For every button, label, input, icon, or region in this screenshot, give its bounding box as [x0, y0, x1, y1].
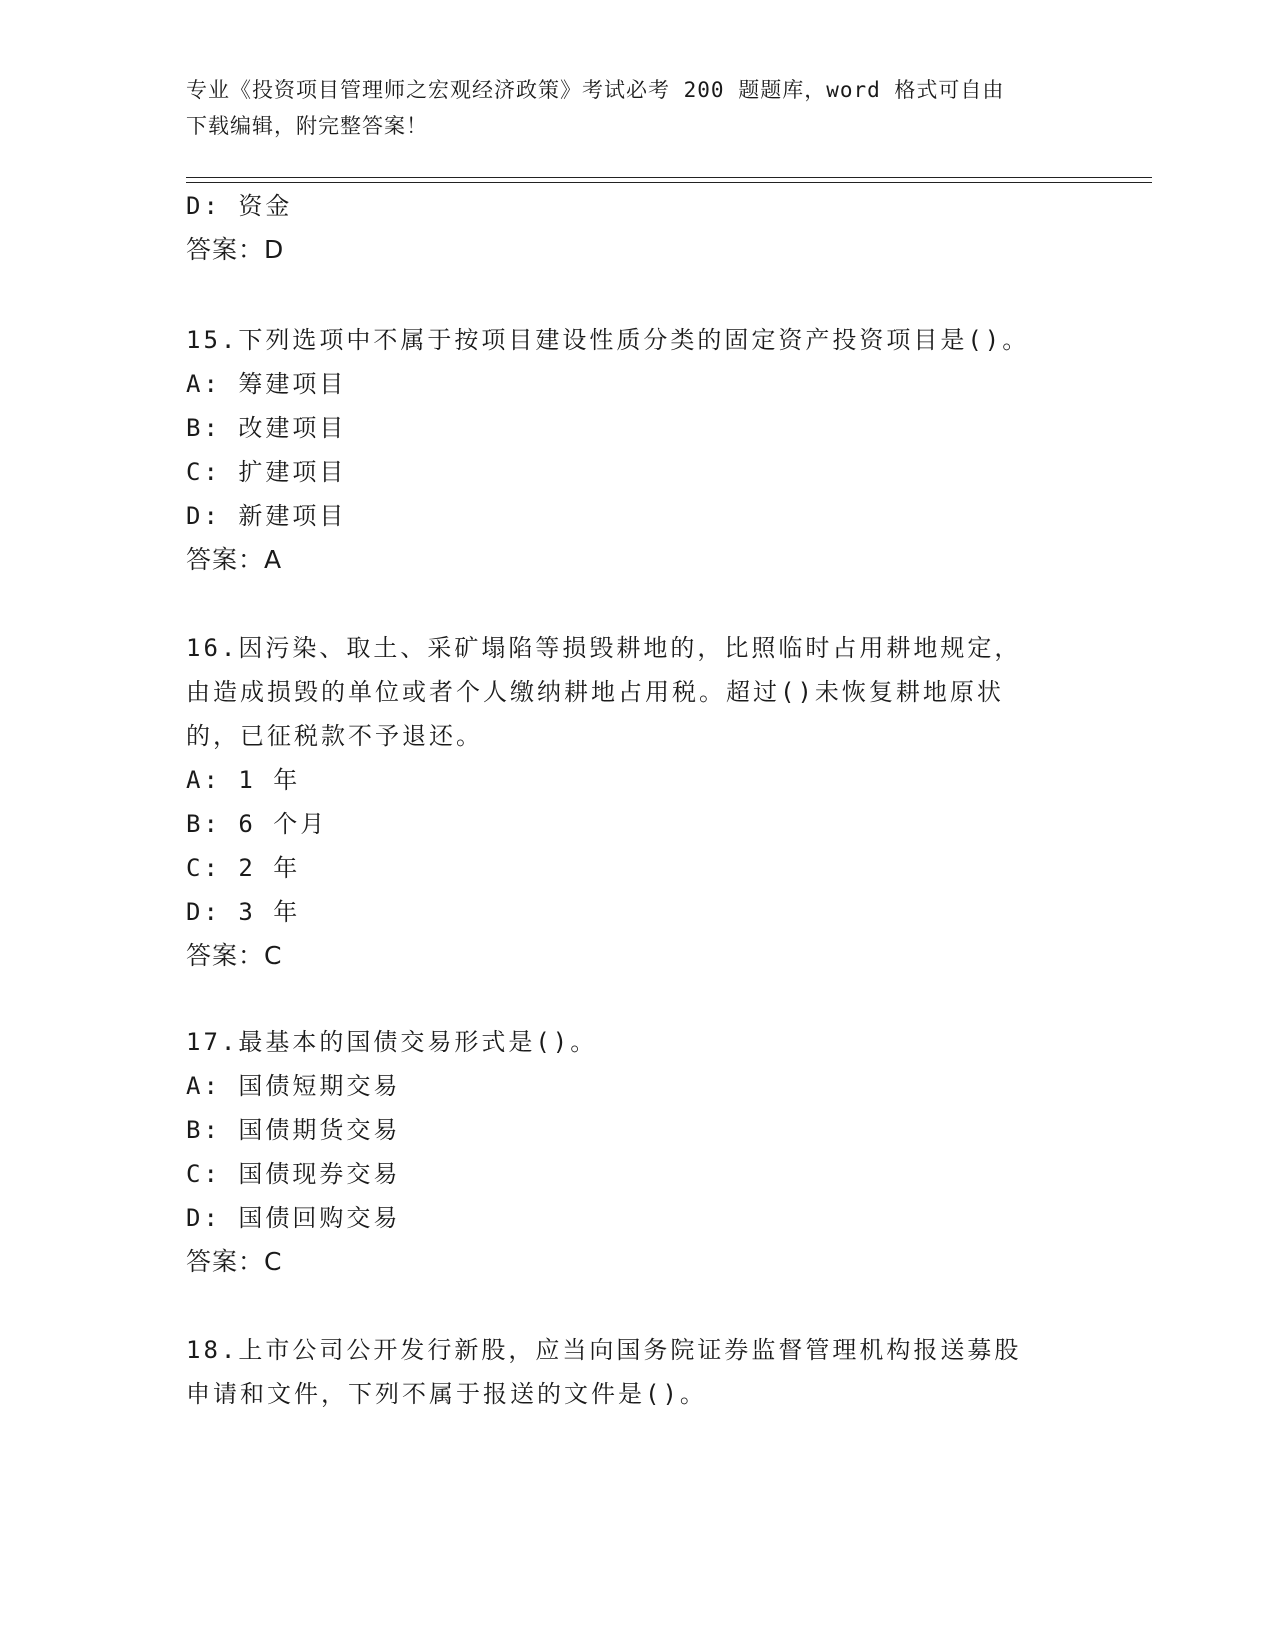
question-17-answer: 答案：C — [186, 1247, 283, 1276]
question-17-option-a: A: 国债短期交易 — [186, 1072, 401, 1100]
question-16-option-d: D: 3 年 — [186, 898, 301, 926]
question-16-stem-line-2: 由造成损毁的单位或者个人缴纳耕地占用税。超过()未恢复耕地原状 — [186, 678, 1004, 706]
question-15-answer: 答案：A — [186, 545, 283, 574]
question-16-option-b: B: 6 个月 — [186, 810, 328, 838]
header-line-1: 专业《投资项目管理师之宏观经济政策》考试必考 200 题题库，word 格式可自由 — [186, 78, 1005, 102]
question-18-stem-line-2: 申请和文件，下列不属于报送的文件是()。 — [186, 1380, 707, 1408]
question-16-option-c: C: 2 年 — [186, 854, 301, 882]
question-17-stem: 17.最基本的国债交易形式是()。 — [186, 1028, 598, 1056]
header-divider-top — [186, 177, 1152, 178]
question-16-option-a: A: 1 年 — [186, 766, 301, 794]
question-16-stem-line-3: 的，已征税款不予退还。 — [186, 722, 483, 750]
question-17-option-c: C: 国债现券交易 — [186, 1160, 401, 1188]
header-divider-bottom — [186, 182, 1152, 183]
question-15-option-d: D: 新建项目 — [186, 502, 347, 530]
question-16-answer: 答案：C — [186, 941, 283, 970]
header-line-2: 下载编辑，附完整答案！ — [186, 114, 428, 138]
prev-answer: 答案：D — [186, 235, 285, 264]
question-18-stem-line-1: 18.上市公司公开发行新股，应当向国务院证券监督管理机构报送募股 — [186, 1336, 1022, 1364]
question-17-option-b: B: 国债期货交易 — [186, 1116, 401, 1144]
question-15-option-a: A: 筹建项目 — [186, 370, 347, 398]
question-16-stem-line-1: 16.因污染、取土、采矿塌陷等损毁耕地的，比照临时占用耕地规定， — [186, 634, 1022, 662]
question-15-option-b: B: 改建项目 — [186, 414, 347, 442]
question-17-option-d: D: 国债回购交易 — [186, 1204, 401, 1232]
document-header — [186, 72, 1086, 144]
question-15-stem: 15.下列选项中不属于按项目建设性质分类的固定资产投资项目是()。 — [186, 326, 1030, 354]
question-15-option-c: C: 扩建项目 — [186, 458, 347, 486]
prev-option-d: D: 资金 — [186, 192, 293, 220]
